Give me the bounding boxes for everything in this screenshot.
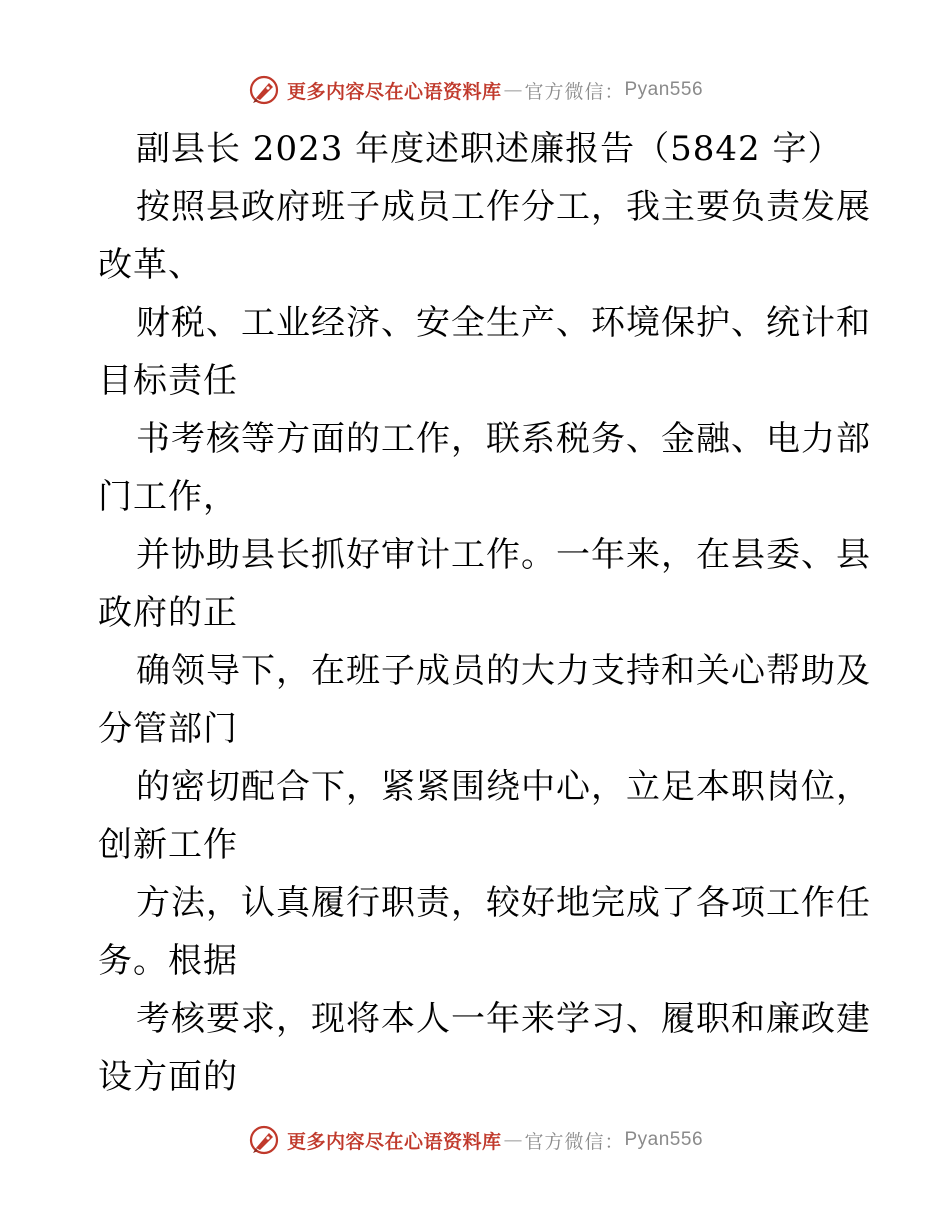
text-line: 书考核等方面的工作，联系税务、金融、电力部 — [136, 419, 871, 459]
text-line: 门工作， — [98, 477, 238, 517]
watermark-dash: — — [503, 1129, 523, 1151]
text-line: 务。根据 — [98, 941, 238, 981]
text-line: 财税、工业经济、安全生产、环境保护、统计和 — [136, 303, 871, 343]
text-line: 创新工作 — [98, 825, 238, 865]
text-line: 分管部门 — [98, 709, 238, 749]
text-line: 并协助县长抓好审计工作。一年来，在县委、县 — [136, 535, 871, 575]
fountain-pen-logo-icon — [247, 1123, 281, 1157]
footer-watermark — [0, 1120, 950, 1160]
watermark-wechat-id: Pyan556 — [624, 1129, 704, 1150]
watermark-sub-text: 官方微信： — [524, 1130, 625, 1153]
watermark-wechat-id: Pyan556 — [624, 79, 704, 100]
document-title: 副县长 2023 年度述职述廉报告（5842 字） — [136, 129, 843, 169]
watermark-dash: — — [503, 79, 523, 101]
text-line: 的密切配合下，紧紧围绕中心，立足本职岗位， — [136, 767, 871, 807]
text-line: 考核要求，现将本人一年来学习、履职和廉政建 — [136, 999, 871, 1039]
text-line: 确领导下，在班子成员的大力支持和关心帮助及 — [136, 651, 871, 691]
text-line: 政府的正 — [98, 593, 238, 633]
text-line: 设方面的 — [98, 1057, 238, 1097]
watermark-main-text: 更多内容尽在心语资料库 — [286, 1130, 502, 1153]
header-watermark — [0, 70, 950, 110]
fountain-pen-logo-icon — [247, 73, 281, 107]
watermark-sub-text: 官方微信： — [524, 80, 625, 103]
text-line: 方法，认真履行职责，较好地完成了各项工作任 — [136, 883, 871, 923]
document-body — [98, 120, 871, 1106]
text-line: 按照县政府班子成员工作分工，我主要负责发展 — [136, 187, 871, 227]
text-line: 目标责任 — [98, 361, 238, 401]
watermark-main-text: 更多内容尽在心语资料库 — [286, 80, 502, 103]
text-line: 改革、 — [98, 245, 203, 285]
